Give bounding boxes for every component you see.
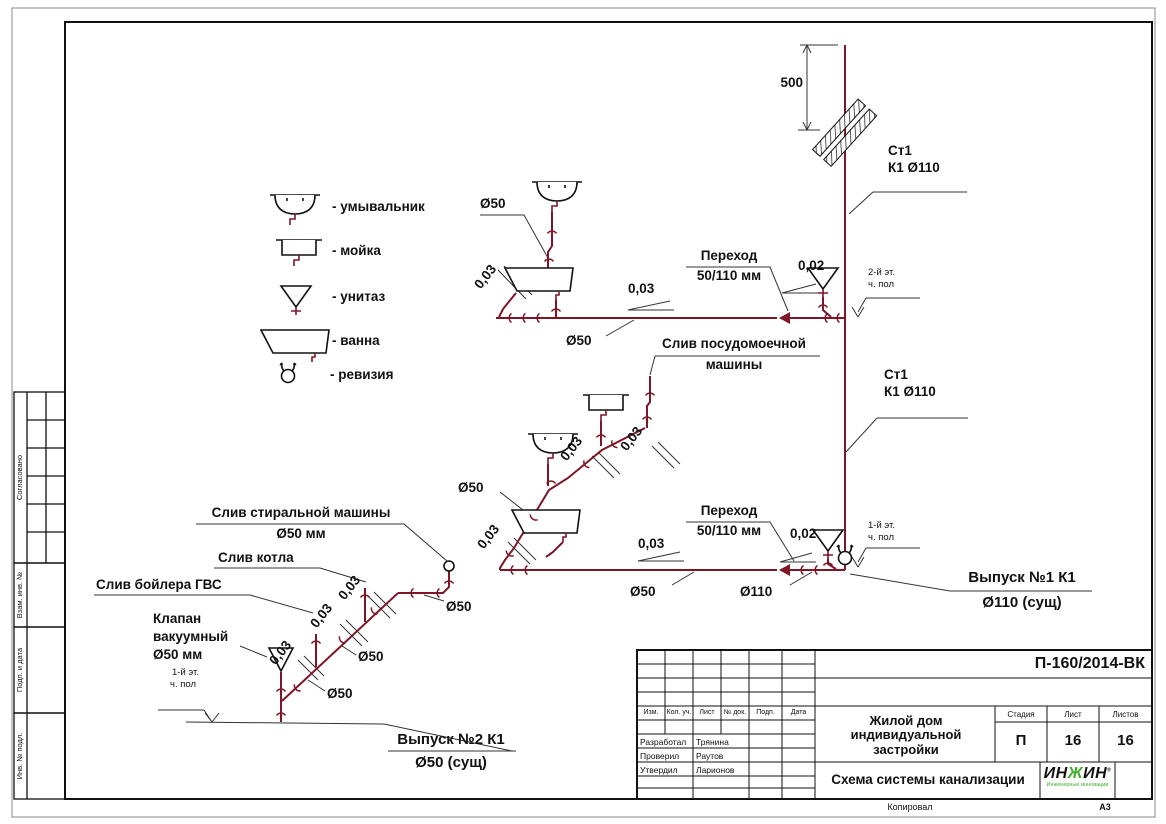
d110-1f-pipe: Ø110 — [740, 584, 773, 599]
dishwasher-label-line2: машины — [705, 357, 763, 372]
boiler-drain-label: Слив котла — [218, 550, 294, 565]
legend-label-toilet: - унитаз — [332, 289, 386, 304]
vacuum-valve-line2: вакуумный — [153, 629, 229, 644]
slope-003-1f-bath: 0,03 — [474, 521, 503, 552]
slope-002-bottom: 0,02 — [790, 526, 817, 541]
d50-1f-pipe: Ø50 — [630, 584, 656, 599]
d50-1f-chain: Ø50 — [458, 480, 484, 495]
transition-bottom-line2: 50/110 мм — [696, 523, 762, 538]
bath-1f-icon — [512, 510, 580, 542]
slope-003-1f-pipe: 0,03 — [638, 536, 665, 551]
legend-washbasin-icon — [270, 195, 320, 225]
stage-header: Стадия — [1007, 710, 1035, 719]
sheets-header: Листов — [1112, 710, 1139, 719]
stage-value: П — [1015, 732, 1027, 749]
outlet1-label-line2: Ø110 (сущ) — [982, 594, 1062, 611]
legend-label-sink: - мойка — [332, 243, 381, 258]
doc-number: П-160/2014-ВК — [1034, 655, 1145, 672]
vacuum-valve-line1: Клапан — [153, 611, 202, 626]
outlet2-label-line2: Ø50 (сущ) — [415, 754, 487, 771]
tb-role-approved: Утвердил — [640, 765, 678, 775]
floor1-marker-right-line1: 1-й эт. — [868, 520, 895, 531]
sheet-value: 16 — [1064, 732, 1082, 749]
tb-name-checked: Раутов — [696, 751, 724, 761]
tb-col-kol: Кол. уч. — [666, 709, 692, 716]
slope-003-2f-bath: 0,03 — [471, 261, 500, 292]
legend-label-bath: - ванна — [332, 333, 380, 348]
sidebar-label-inv-orig: Инв. № подл. — [15, 732, 24, 780]
sidebar-label-replace-inv: Взам. инв. № — [15, 571, 24, 619]
washbasin-2f-icon — [532, 182, 582, 212]
stack-label-top-1: Ст1 — [888, 143, 912, 158]
outlet2-label-line1: Выпуск №2 К1 — [397, 731, 505, 748]
floor2-marker-line1: 2-й эт. — [868, 267, 895, 278]
d50-2f-pipe: Ø50 — [566, 333, 592, 348]
outlet1-label-line1: Выпуск №1 К1 — [968, 569, 1076, 586]
logo-wordmark: ИНЖИН® — [1043, 765, 1112, 782]
stack-label-top-2: К1 Ø110 — [888, 160, 940, 175]
dishwasher-label-line1: Слив посудомоечной — [662, 336, 806, 351]
d50-2f-washbasin: Ø50 — [480, 196, 506, 211]
slope-003-left-b: 0,03 — [307, 600, 336, 631]
tb-col-podp: Подп. — [756, 709, 775, 716]
legend-toilet-icon — [281, 286, 311, 315]
sidebar-label-agreed: Согласовано — [15, 454, 24, 501]
d50-left-chain-1: Ø50 — [358, 649, 384, 664]
floor1-marker-left-line2: ч. пол — [170, 679, 196, 690]
tb-name-developed: Трянина — [696, 737, 729, 747]
dim-500-label: 500 — [780, 75, 803, 90]
transition-top-line2: 50/110 мм — [696, 268, 762, 283]
sidebar-label-sign-date: Подп. и дата — [15, 647, 24, 693]
tb-col-doc: № док. — [723, 709, 747, 716]
washer-label-line1: Слив стиральной машины — [211, 505, 391, 520]
slope-003-2f: 0,03 — [628, 281, 655, 296]
toilet-1f-icon — [813, 530, 843, 559]
tb-col-izm: Изм. — [643, 709, 659, 716]
legend-revision-icon — [280, 363, 296, 383]
d50-left-chain-2: Ø50 — [327, 686, 353, 701]
project-title: Жилой дом индивидуальной застройки — [850, 713, 962, 757]
legend-label-revision: - ревизия — [330, 367, 394, 382]
floor1-marker-left-line1: 1-й эт. — [172, 667, 199, 678]
legend-label-washbasin: - умывальник — [332, 199, 425, 214]
tb-role-checked: Проверил — [640, 751, 680, 761]
transition-bottom-line1: Переход — [700, 503, 758, 518]
slope-003-left-a: 0,03 — [335, 572, 364, 603]
slope-003-left-c: 0,03 — [266, 637, 295, 668]
d50-washer-pipe: Ø50 — [446, 599, 472, 614]
drawing-title: Схема системы канализации — [831, 772, 1025, 787]
sink-1f-icon — [583, 395, 629, 421]
legend-bath-icon — [261, 330, 329, 362]
company-logo — [1041, 766, 1114, 789]
sewer-pipes — [281, 45, 845, 722]
slope-002-top: 0,02 — [798, 258, 825, 273]
hws-drain-label: Слив бойлера ГВС — [96, 577, 222, 592]
sheet-frame — [12, 8, 1155, 817]
logo-subtitle: Инженерные инновации — [1046, 782, 1109, 788]
transition-top-line1: Переход — [700, 248, 758, 263]
tb-role-developed: Разработал — [640, 737, 687, 747]
washer-drain-icon — [444, 561, 454, 571]
tb-col-list: Лист — [699, 709, 715, 716]
tb-col-data: Дата — [790, 709, 807, 716]
legend-sink-icon — [276, 240, 322, 266]
copied-label: Копировал — [887, 802, 933, 812]
slope-003-chain-a: 0,03 — [617, 423, 646, 454]
washer-pipe — [398, 571, 449, 593]
washer-label-line2: Ø50 мм — [276, 526, 326, 541]
floor2-marker-line2: ч. пол — [868, 279, 894, 290]
vacuum-valve-line3: Ø50 мм — [153, 647, 203, 662]
stack-label-mid-2: К1 Ø110 — [884, 384, 936, 399]
stack-label-mid-1: Ст1 — [884, 367, 908, 382]
sheet-header: Лист — [1064, 710, 1082, 719]
slope-003-chain-b: 0,03 — [557, 433, 586, 464]
format-label: А3 — [1099, 802, 1111, 812]
sheets-value: 16 — [1117, 732, 1134, 749]
floor1-marker-right-line2: ч. пол — [868, 532, 894, 543]
tb-name-approved: Ларионов — [696, 765, 735, 775]
